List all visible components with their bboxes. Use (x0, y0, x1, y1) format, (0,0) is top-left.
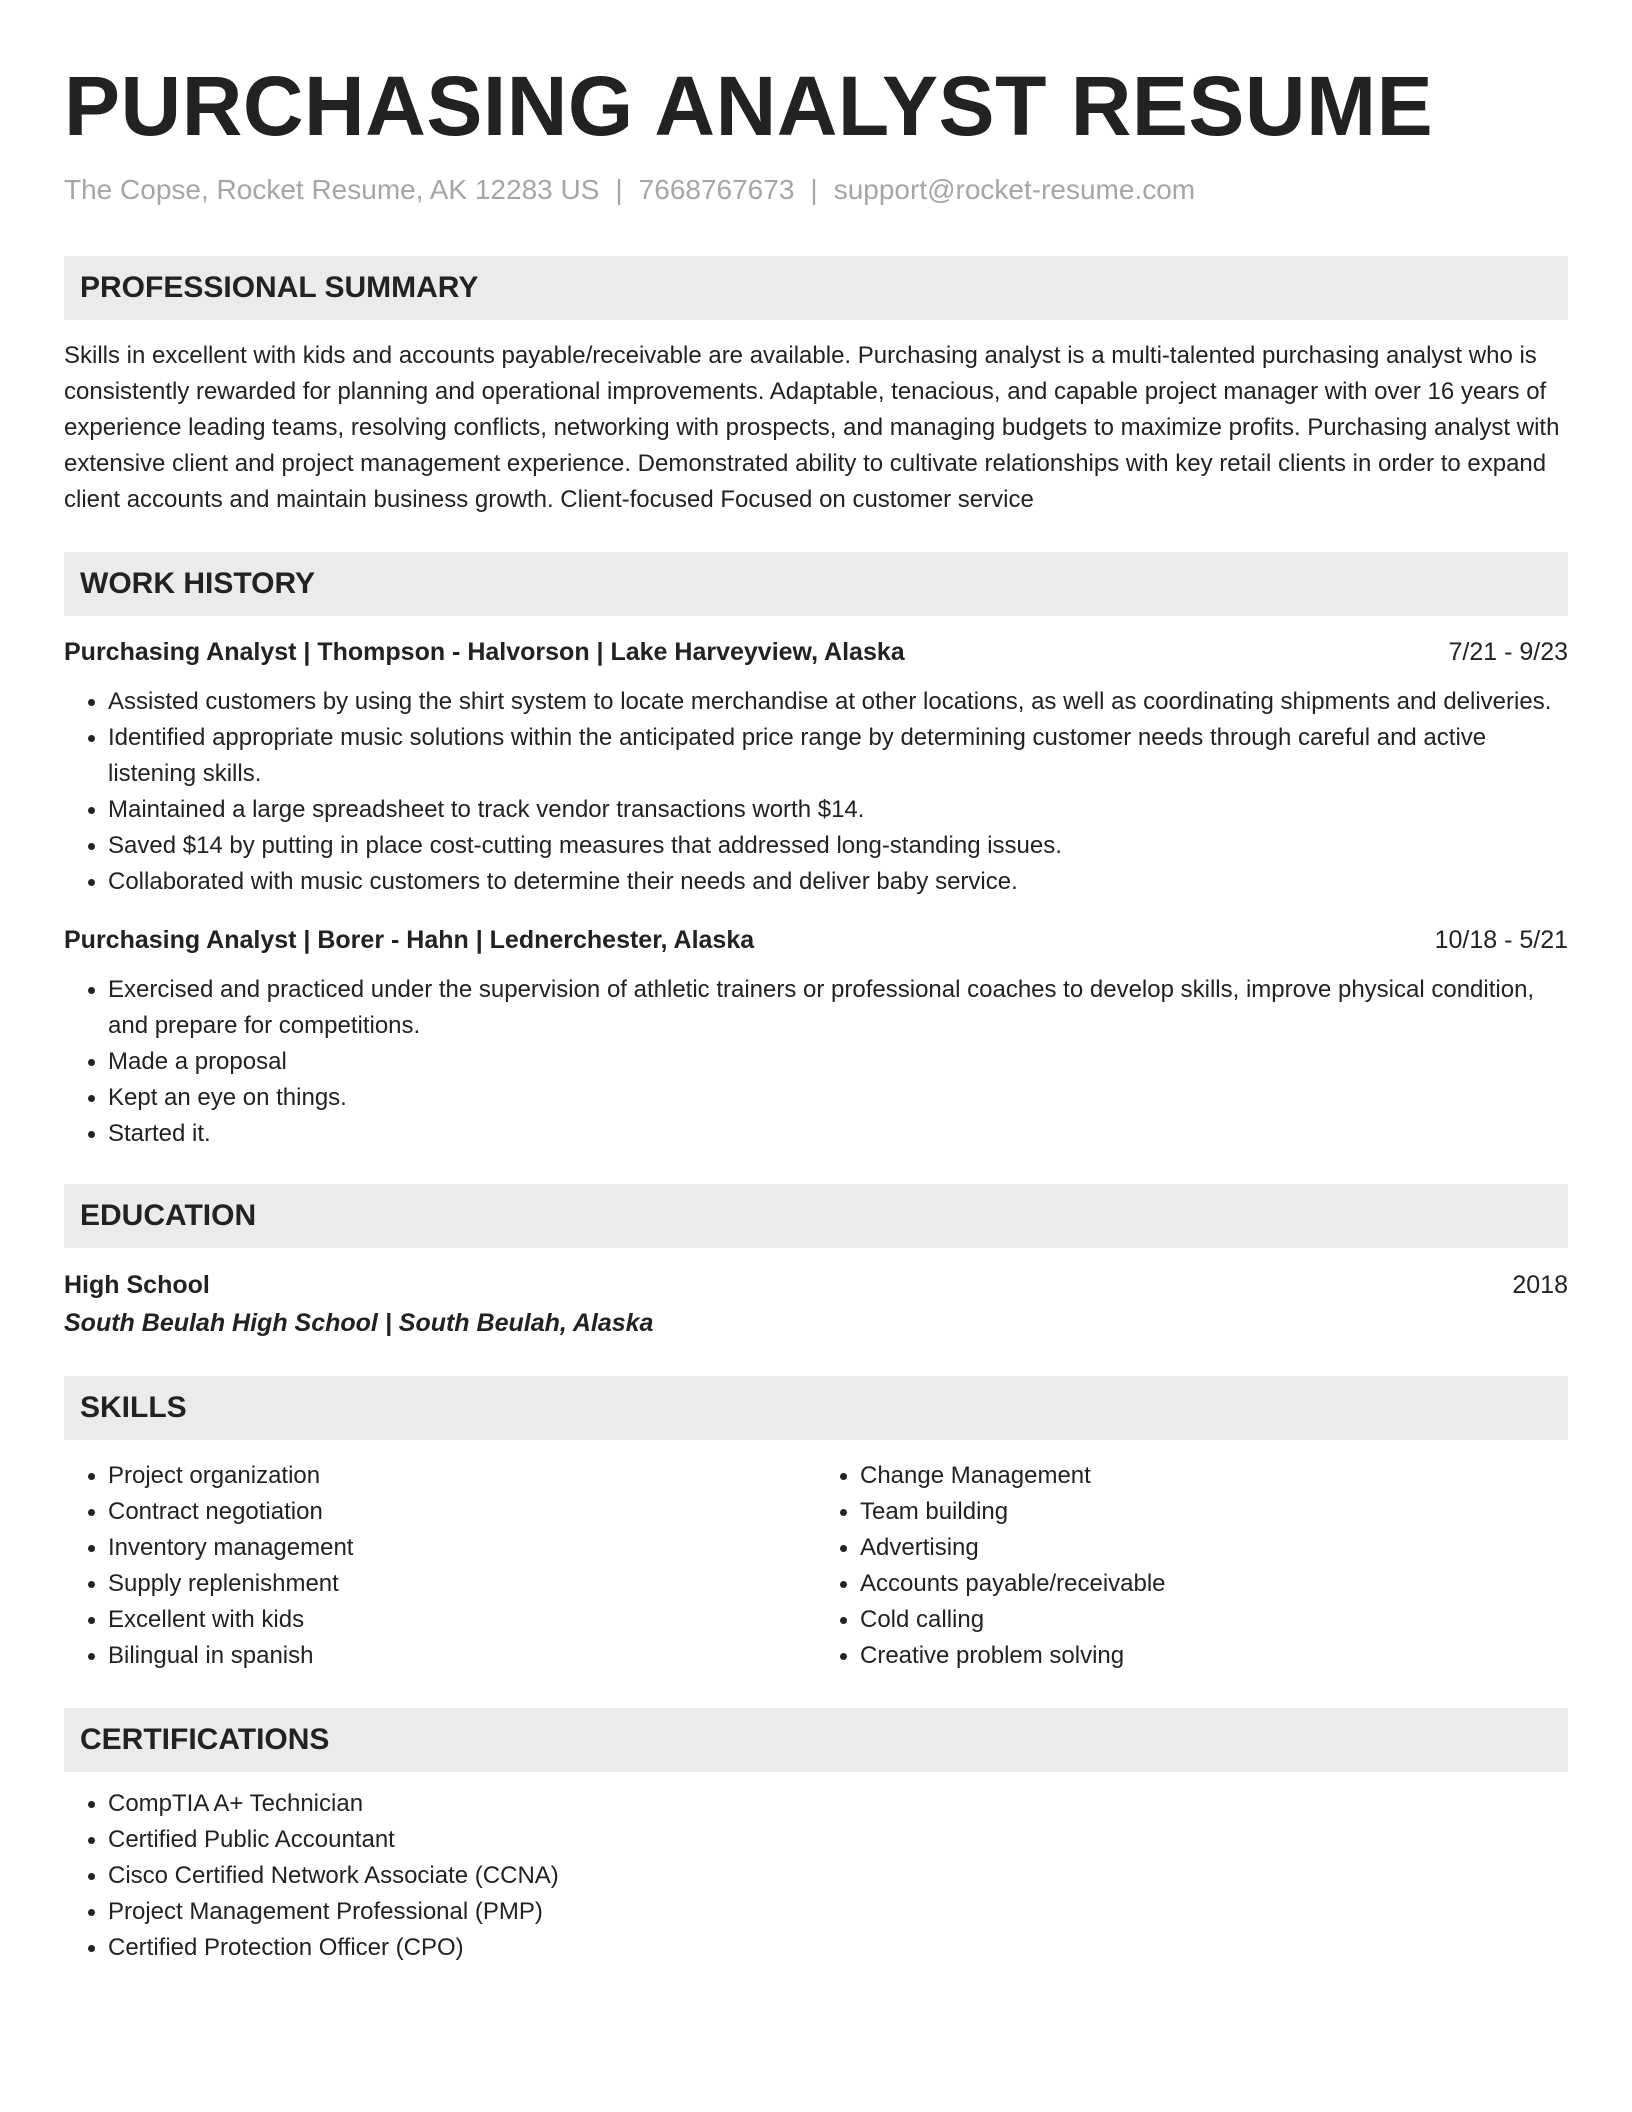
job-bullet: • Assisted customers by using the shirt system to locate merchandise at other locations, as well as coordinating shipments and deliveries. (108, 684, 1568, 720)
job-header (64, 922, 1568, 958)
certification-item: • Certified Protection Officer (CPO) (108, 1930, 1568, 1966)
skill-item: • Cold calling (860, 1602, 1568, 1638)
job-title: Purchasing Analyst | Thompson - Halvorson | Lake Harveyview, Alaska (64, 638, 905, 666)
job-bullets (64, 972, 1568, 1152)
education-school: South Beulah High School | South Beulah, Alaska (64, 1309, 654, 1337)
resume-title: PURCHASING ANALYST RESUME (64, 59, 1434, 153)
job-bullet: • Identified appropriate music solutions within the anticipated price range by determining customer needs through careful and active listening skills. (108, 720, 1568, 792)
skill-item: • Team building (860, 1494, 1568, 1530)
contact-separator: | (615, 174, 623, 205)
job-bullet: • Maintained a large spreadsheet to track vendor transactions worth $14. (108, 792, 1568, 828)
skills-column-right (816, 1458, 1568, 1674)
skills-grid (64, 1458, 1568, 1674)
contact-email: support@rocket-resume.com (833, 174, 1196, 205)
skill-item: • Contract negotiation (108, 1494, 816, 1530)
skill-item: • Creative problem solving (860, 1638, 1568, 1674)
certification-item: • Cisco Certified Network Associate (CCNA) (108, 1858, 1568, 1894)
job-dates: 10/18 - 5/21 (1434, 926, 1568, 954)
section-heading-certifications: CERTIFICATIONS (64, 1708, 1568, 1772)
job-bullet: • Saved $14 by putting in place cost-cutting measures that addressed long-standing issues. (108, 828, 1568, 864)
skills-list (816, 1458, 1568, 1674)
certification-item: • CompTIA A+ Technician (108, 1786, 1568, 1822)
summary-text: Skills in excellent with kids and accounts payable/receivable are available. Purchasing analyst is a multi-talented purchasing analyst who is consistently rewarded for planning and operational improvements. Adaptable, tenacious, and capable project manager with over 16 years of experience leading teams, resolving conflicts, networking with prospects, and managing budgets to maximize profits. Purchasing analyst with extensive client and project management experience. Demonstrated ability to cultivate relationships with key retail clients in order to expand client accounts and maintain business growth. Client-focused Focused on customer service (64, 342, 1560, 513)
job-entry (64, 922, 1568, 1152)
job-title: Purchasing Analyst | Borer - Hahn | Lednerchester, Alaska (64, 926, 755, 954)
education-year: 2018 (1512, 1271, 1568, 1299)
section-heading-summary: PROFESSIONAL SUMMARY (64, 256, 1568, 320)
job-dates: 7/21 - 9/23 (1448, 638, 1568, 666)
certifications-list (64, 1786, 1568, 1966)
contact-separator: | (810, 174, 818, 205)
skill-item: • Project organization (108, 1458, 816, 1494)
job-bullet: • Collaborated with music customers to determine their needs and deliver baby service. (108, 864, 1568, 900)
skill-item: • Excellent with kids (108, 1602, 816, 1638)
section-heading-work: WORK HISTORY (64, 552, 1568, 616)
education-degree: High School (64, 1271, 210, 1299)
job-bullet: • Exercised and practiced under the supervision of athletic trainers or professional coaches to develop skills, improve physical condition, and prepare for competitions. (108, 972, 1568, 1044)
section-heading-education: EDUCATION (64, 1184, 1568, 1248)
job-bullets (64, 684, 1568, 900)
section-heading-skills: SKILLS (64, 1376, 1568, 1440)
skills-list (64, 1458, 816, 1674)
job-entry (64, 634, 1568, 900)
skills-column-left (64, 1458, 816, 1674)
skill-item: • Accounts payable/receivable (860, 1566, 1568, 1602)
skill-item: • Inventory management (108, 1530, 816, 1566)
contact-line (64, 172, 1568, 208)
job-bullet: • Started it. (108, 1116, 1568, 1152)
contact-phone: 7668767673 (638, 174, 795, 205)
job-bullet: • Kept an eye on things. (108, 1080, 1568, 1116)
contact-address: The Copse, Rocket Resume, AK 12283 US (64, 174, 600, 205)
skill-item: • Change Management (860, 1458, 1568, 1494)
skill-item: • Advertising (860, 1530, 1568, 1566)
skill-item: • Bilingual in spanish (108, 1638, 816, 1674)
certification-item: • Project Management Professional (PMP) (108, 1894, 1568, 1930)
certification-item: • Certified Public Accountant (108, 1822, 1568, 1858)
skill-item: • Supply replenishment (108, 1566, 816, 1602)
job-bullet: • Made a proposal (108, 1044, 1568, 1080)
job-header (64, 634, 1568, 670)
education-header (64, 1266, 1568, 1304)
